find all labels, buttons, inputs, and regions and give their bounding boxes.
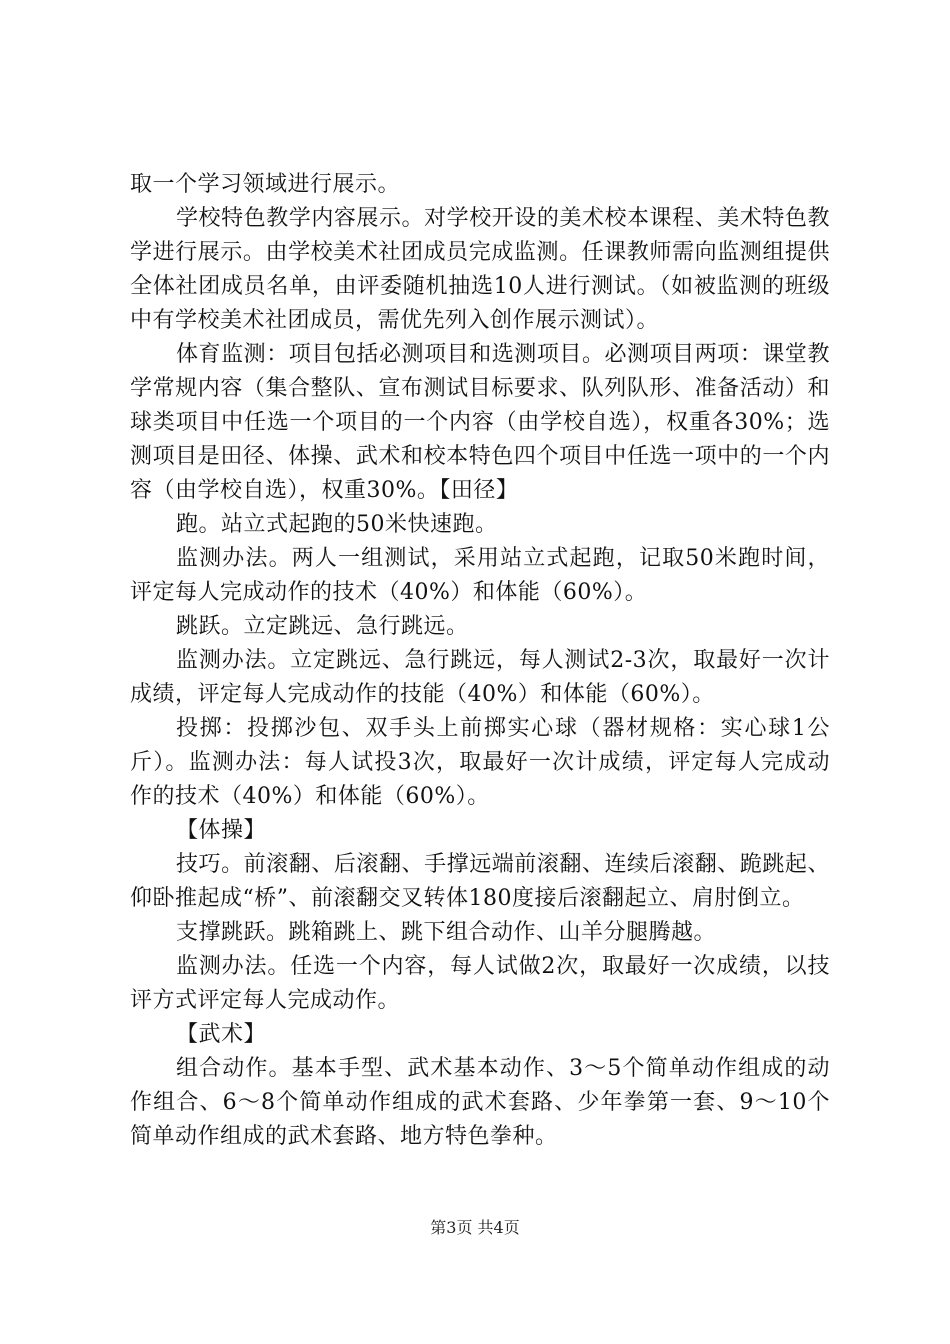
paragraph-jumping: 跳跃。立定跳远、急行跳远。	[176, 614, 469, 639]
document-body	[130, 168, 830, 1154]
page-footer: 第3页 共4页	[430, 1218, 520, 1237]
paragraph-throwing: 投掷：投掷沙包、双手头上前掷实心球（器材规格：实心球1公斤）。监测办法：每人试投3次，取最好一次计成绩，评定每人完成动作的技术（40%）和体能（60%）。	[130, 716, 830, 809]
heading-gymnastics: 【体操】	[176, 818, 267, 843]
paragraph-art-feature: 学校特色教学内容展示。对学校开设的美术校本课程、美术特色教学进行展示。由学校美术社团成员完成监测。任课教师需向监测组提供全体社团成员名单，由评委随机抽选10人进行测试。（如被监测的班级中有学校美术社团成员，需优先列入创作展示测试）。	[130, 206, 830, 333]
paragraph-skills: 技巧。前滚翻、后滚翻、手撑远端前滚翻、连续后滚翻、跪跳起、仰卧推起成“桥”、前滚翻交叉转体180度接后滚翻起立、肩肘倒立。	[130, 852, 830, 911]
paragraph-pe-monitoring: 体育监测：项目包括必测项目和选测项目。必测项目两项：课堂教学常规内容（集合整队、宣布测试目标要求、队列队形、准备活动）和球类项目中任选一个项目的一个内容（由学校自选），权重各30%；选测项目是田径、体操、武术和校本特色四个项目中任选一项中的一个内容（由学校自选），权重30%。【田径】	[130, 342, 830, 503]
paragraph-vaulting: 支撑跳跃。跳箱跳上、跳下组合动作、山羊分腿腾越。	[176, 920, 717, 945]
paragraph-jumping-method: 监测办法。立定跳远、急行跳远，每人测试2-3次，取最好一次计成绩，评定每人完成动作的技能（40%）和体能（60%）。	[130, 648, 830, 707]
paragraph-continuation: 取一个学习领域进行展示。	[130, 172, 401, 197]
heading-martial-arts: 【武术】	[176, 1022, 267, 1047]
paragraph-running: 跑。站立式起跑的50米快速跑。	[176, 512, 498, 537]
paragraph-running-method: 监测办法。两人一组测试，采用站立式起跑，记取50米跑时间，评定每人完成动作的技术（40%）和体能（60%）。	[130, 546, 830, 605]
paragraph-combination: 组合动作。基本手型、武术基本动作、3～5个简单动作组成的动作组合、6～8个简单动作组成的武术套路、少年拳第一套、9～10个简单动作组成的武术套路、地方特色拳种。	[130, 1056, 830, 1149]
paragraph-gymnastics-method: 监测办法。任选一个内容，每人试做2次，取最好一次成绩，以技评方式评定每人完成动作。	[130, 954, 830, 1013]
